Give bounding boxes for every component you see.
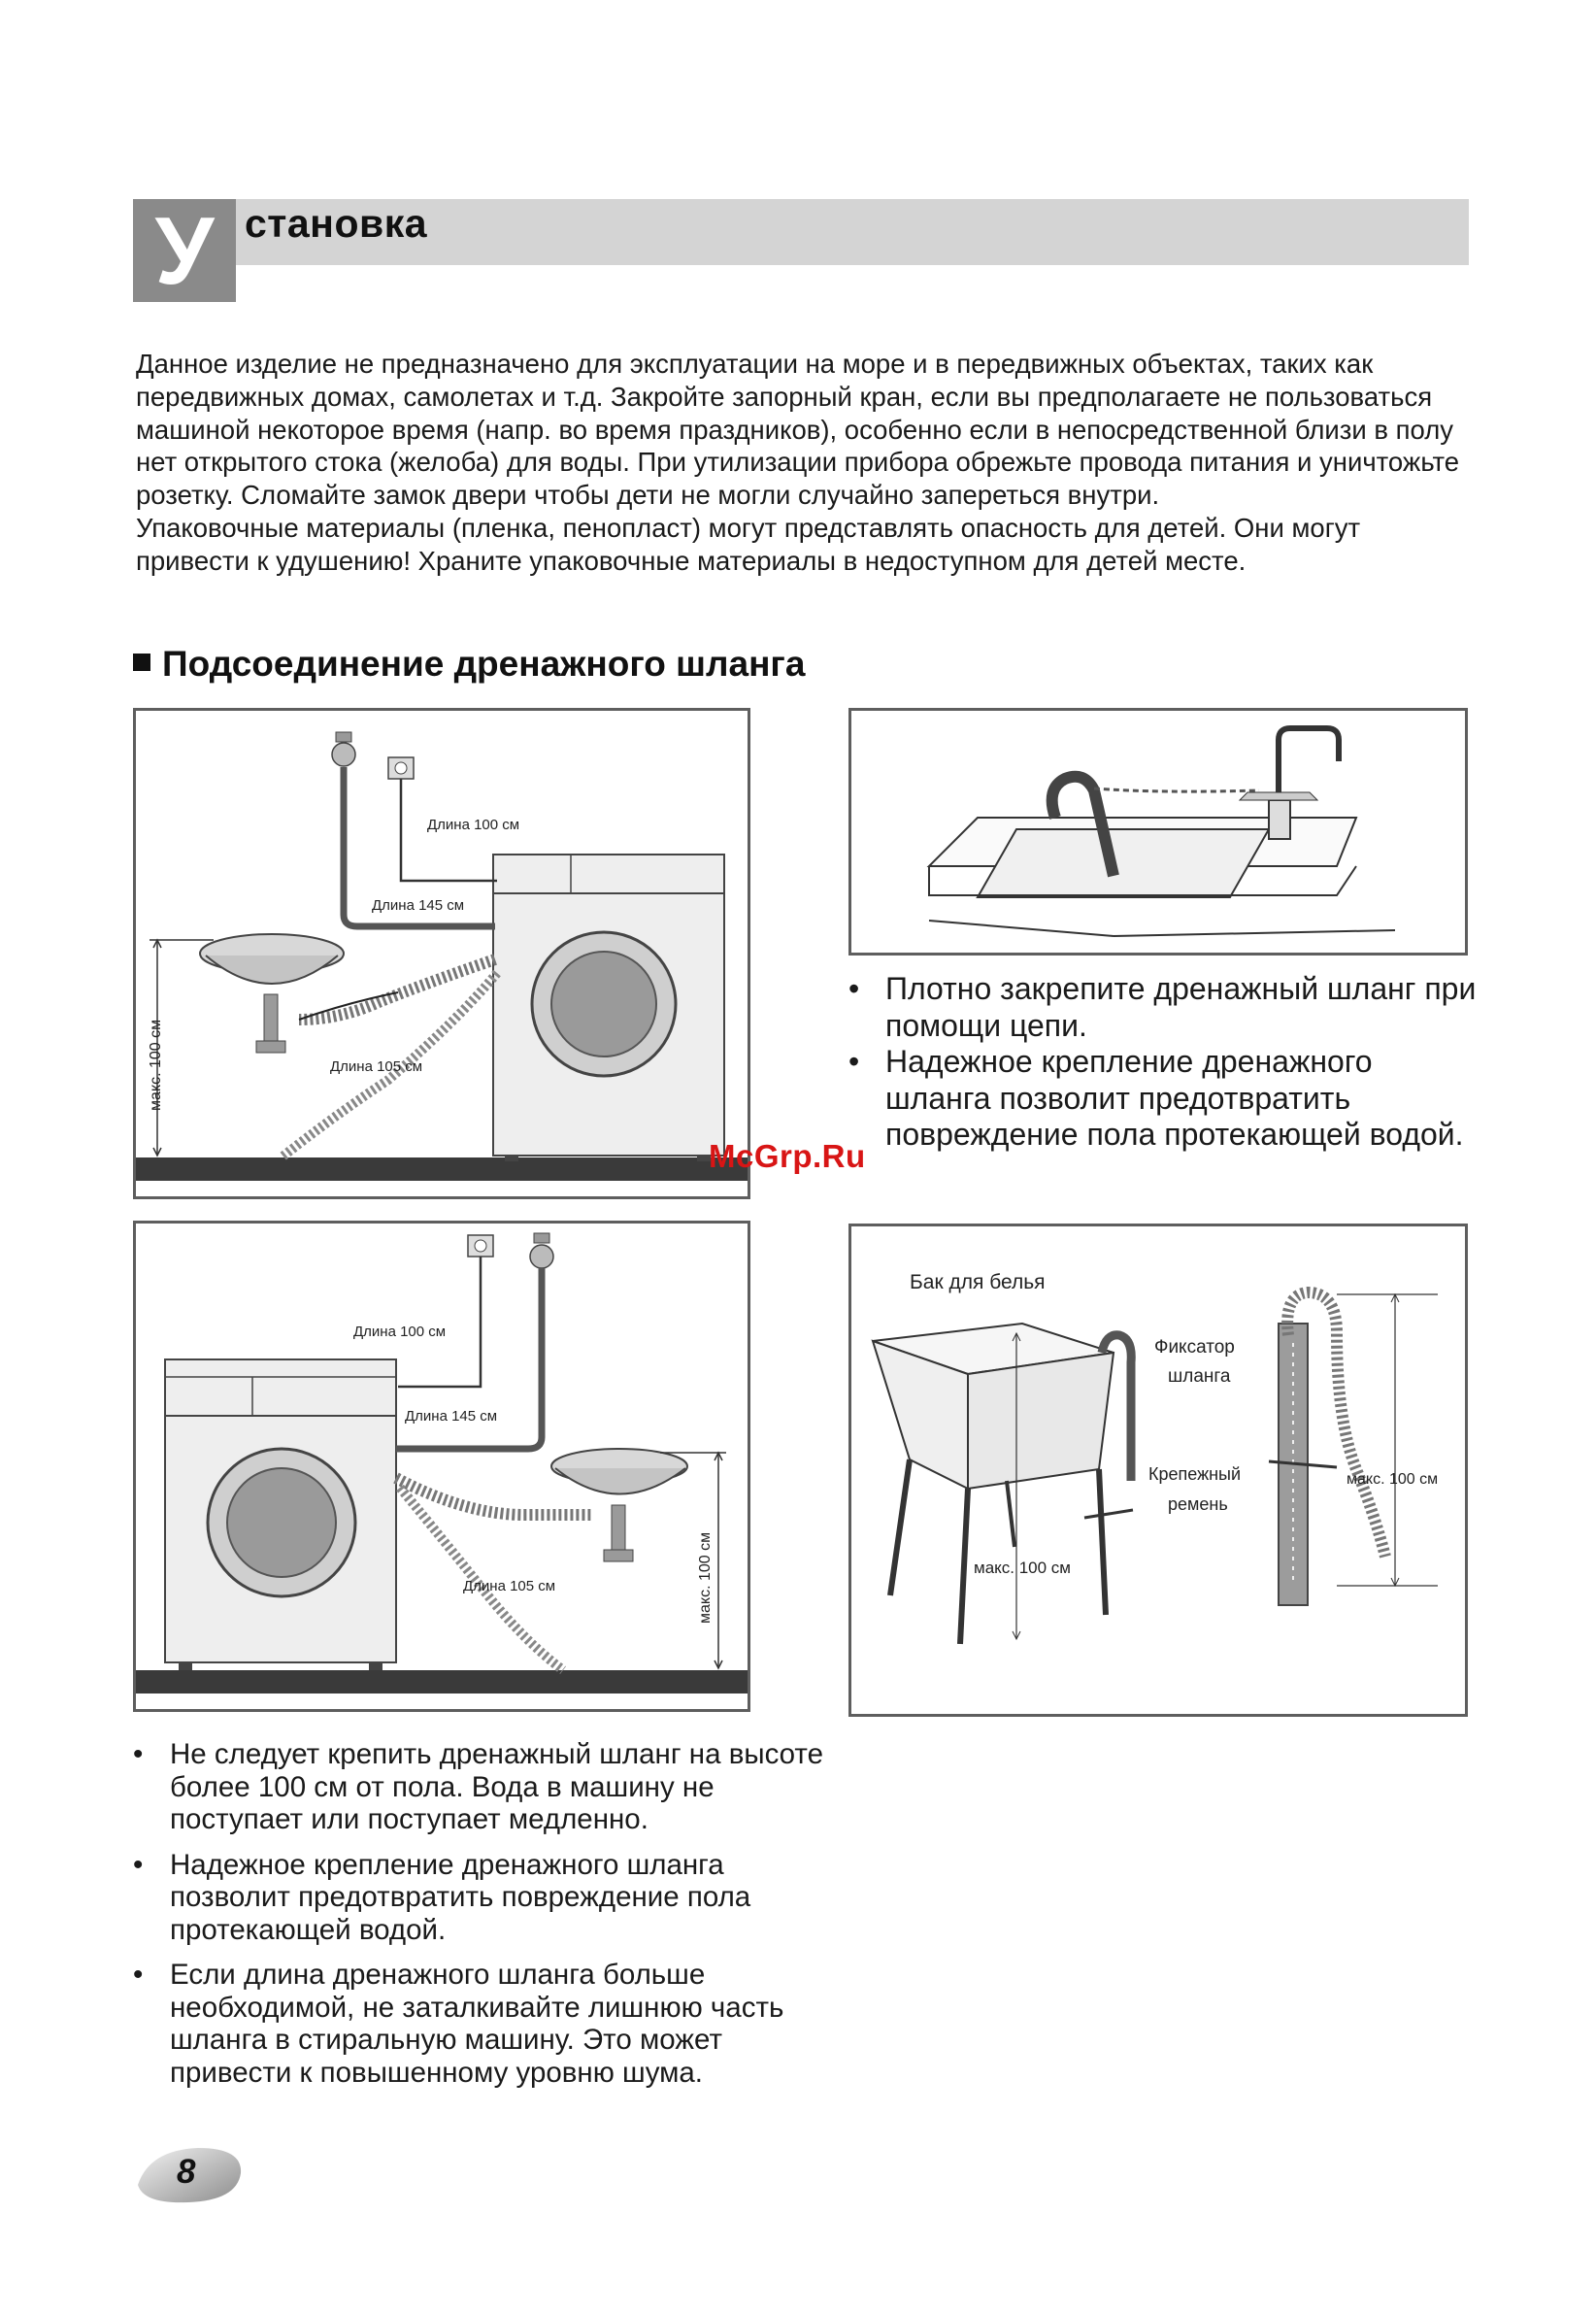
figure-drain-to-basin-right: [133, 1221, 750, 1712]
left-bullet-list: [133, 1738, 832, 2101]
figure-hose-in-sink: [848, 708, 1468, 956]
hose-holder-label-line2: шланга: [1168, 1366, 1231, 1387]
list-item: • Не следует крепить дренажный шланг на высоте более 100 см от пола. Вода в машину не поступает или поступает медленно.: [133, 1738, 823, 1835]
watermark-text: McGrp.Ru: [709, 1138, 866, 1174]
bullet-icon: •: [848, 971, 860, 1006]
length-100-label: Длина 100 см: [353, 1324, 447, 1340]
list-item: • Плотно закрепите дренажный шланг при помощи цепи.: [848, 971, 1477, 1043]
max-height-label-left: макс. 100 см: [974, 1559, 1071, 1577]
bullet-icon: •: [133, 1959, 144, 1991]
bullet-icon: •: [133, 1738, 144, 1770]
figure-drain-to-basin-left: [133, 708, 750, 1199]
intro-paragraph-1: Данное изделие не предназначено для эксплуатации на море и в передвижных объектах, таких как передвижных домах, самолетах и т.д. Закройте запорный кран, если вы предполагаете не пользоваться машиной некоторое время (напр. во время праздников), особенно если в непосредственной близи в полу нет открытого стока (желоба) для воды. При утилизации прибора обрежьте провода питания и уничтожьте розетку. Сломайте замок двери чтобы дети не могли случайно запереться внутри.: [136, 349, 1460, 511]
max-height-label: макс. 100 см: [148, 1019, 164, 1111]
page-title: становка: [245, 201, 428, 246]
max-height-label-right: макс. 100 см: [1347, 1471, 1439, 1488]
section-title: Подсоединение дренажного шланга: [162, 644, 806, 684]
list-item: • Надежное крепление дренажного шланга позволит предотвратить повреждение пола протекающей водой.: [848, 1044, 1464, 1152]
washer-basin-illustration-2: [136, 1224, 748, 1709]
length-145-label: Длина 145 см: [405, 1408, 498, 1425]
washer-basin-illustration: [136, 711, 748, 1196]
length-145-label: Длина 145 см: [372, 897, 465, 914]
section-heading: [133, 644, 805, 685]
length-105-label: Длина 105 см: [330, 1058, 423, 1075]
strap-label-line2: ремень: [1168, 1494, 1228, 1514]
length-105-label: Длина 105 см: [463, 1578, 556, 1594]
list-item: • Надежное крепление дренажного шланга позволит предотвратить повреждение пола протекающей водой.: [133, 1848, 751, 1946]
bullet-icon: •: [848, 1044, 860, 1079]
intro-paragraph-2: Упаковочные материалы (пленка, пенопласт) могут представлять опасность для детей. Они могут привести к удушению! Храните упаковочные материалы в недоступном для детей месте.: [136, 512, 1361, 576]
header-initial-letter: У: [133, 199, 236, 302]
figure-laundry-tub: [848, 1224, 1468, 1717]
strap-label-line1: Крепежный: [1148, 1464, 1242, 1484]
list-item: • Если длина дренажного шланга больше необходимой, не заталкивайте лишнюю часть шланга в стиральную машину. Это может привести к повышенному уровню шума.: [133, 1959, 784, 2089]
length-100-label: Длина 100 см: [427, 817, 520, 833]
sink-illustration: [851, 711, 1465, 953]
laundry-tub-label: Бак для белья: [910, 1271, 1046, 1293]
bullet-icon: •: [133, 1848, 144, 1881]
max-height-label: макс. 100 см: [697, 1531, 714, 1624]
intro-text: [136, 348, 1476, 578]
square-bullet-icon: [133, 654, 150, 671]
right-bullet-list: [848, 971, 1480, 1154]
page-number: 8: [177, 2153, 196, 2191]
hose-holder-label-line1: Фиксатор: [1154, 1337, 1235, 1358]
